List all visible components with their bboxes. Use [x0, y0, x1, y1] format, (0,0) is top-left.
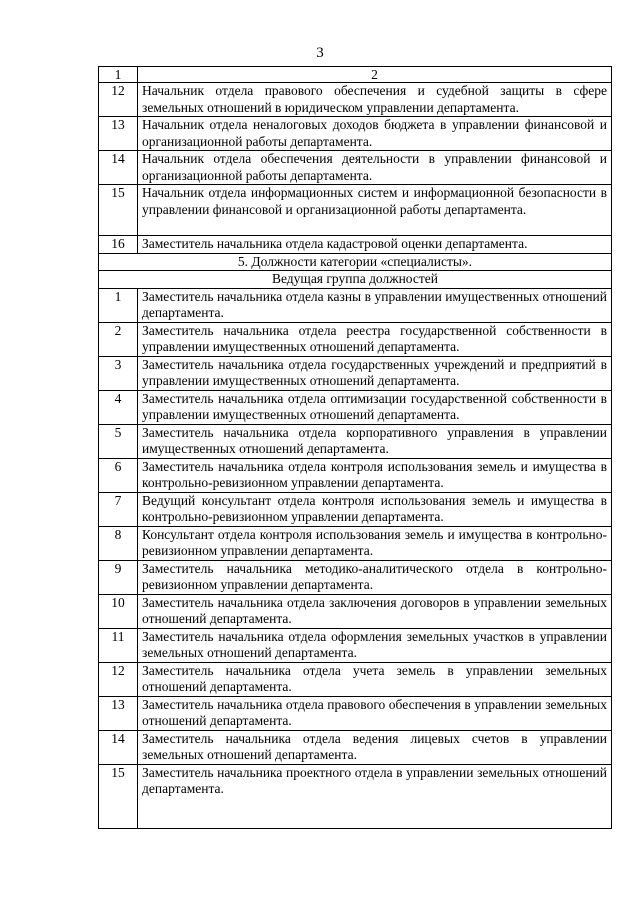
row-text: Начальник отдела обеспечения деятельности в управлении финансовой и организационной работы департамента.	[138, 151, 612, 185]
row-text: Заместитель начальника проектного отдела в управлении земельных отношений департамента.	[138, 764, 612, 828]
table-row	[99, 696, 612, 730]
row-text: Заместитель начальника отдела ведения лицевых счетов в управлении земельных отношений департамента.	[138, 730, 612, 764]
row-number: 12	[99, 83, 138, 117]
row-number: 15	[99, 764, 138, 828]
table-row	[99, 594, 612, 628]
table-row	[99, 390, 612, 424]
row-number: 10	[99, 594, 138, 628]
table-row	[99, 458, 612, 492]
row-text: Заместитель начальника отдела учета земель в управлении земельных отношений департамента.	[138, 662, 612, 696]
row-number: 14	[99, 151, 138, 185]
row-number: 13	[99, 117, 138, 151]
table-row	[99, 424, 612, 458]
table-row	[99, 288, 612, 322]
row-number: 7	[99, 492, 138, 526]
row-number: 16	[99, 236, 138, 254]
row-text: Начальник отдела информационных систем и информационной безопасности в управлении финансовой и организационной работы департамента.	[138, 185, 612, 236]
row-text: Заместитель начальника отдела заключения договоров в управлении земельных отношений департамента.	[138, 594, 612, 628]
table-row	[99, 151, 612, 185]
group-title-row	[99, 271, 612, 289]
row-text: Заместитель начальника отдела правового обеспечения в управлении земельных отношений департамента.	[138, 696, 612, 730]
table-row	[99, 236, 612, 254]
row-text: Заместитель начальника отдела казны в управлении имущественных отношений департамента.	[138, 288, 612, 322]
row-number: 12	[99, 662, 138, 696]
table-row	[99, 185, 612, 236]
header-col-number: 1	[99, 67, 138, 83]
row-text: Заместитель начальника отдела оформления земельных участков в управлении земельных отношений департамента.	[138, 628, 612, 662]
row-text: Ведущий консультант отдела контроля использования земель и имущества в контрольно-ревизионном управлении департамента.	[138, 492, 612, 526]
section-title-row	[99, 253, 612, 271]
row-text: Заместитель начальника отдела оптимизации государственной собственности в управлении имущественных отношений департамента.	[138, 390, 612, 424]
row-number: 5	[99, 424, 138, 458]
group-title: Ведущая группа должностей	[99, 271, 612, 289]
row-text: Консультант отдела контроля использования земель и имущества в контрольно-ревизионном управлении департамента.	[138, 526, 612, 560]
table-row	[99, 492, 612, 526]
table-row	[99, 526, 612, 560]
row-text: Начальник отдела неналоговых доходов бюджета в управлении финансовой и организационной работы департамента.	[138, 117, 612, 151]
table-header-row	[99, 67, 612, 83]
table-row	[99, 117, 612, 151]
row-number: 4	[99, 390, 138, 424]
row-text: Заместитель начальника методико-аналитического отдела в контрольно-ревизионном управлении департамента.	[138, 560, 612, 594]
row-text: Заместитель начальника отдела кадастровой оценки департамента.	[138, 236, 612, 254]
row-text: Начальник отдела правового обеспечения и судебной защиты в сфере земельных отношений в юридическом управлении департамента.	[138, 83, 612, 117]
table-row	[99, 83, 612, 117]
table-row	[99, 560, 612, 594]
table-row	[99, 764, 612, 828]
row-number: 13	[99, 696, 138, 730]
table-row	[99, 628, 612, 662]
section-title: 5. Должности категории «специалисты».	[99, 253, 612, 271]
row-number: 6	[99, 458, 138, 492]
row-text: Заместитель начальника отдела государственных учреждений и предприятий в управлении имущественных отношений департамента.	[138, 356, 612, 390]
row-number: 2	[99, 322, 138, 356]
table-row	[99, 322, 612, 356]
row-number: 15	[99, 185, 138, 236]
table-row	[99, 662, 612, 696]
row-number: 9	[99, 560, 138, 594]
row-number: 8	[99, 526, 138, 560]
row-text: Заместитель начальника отдела контроля использования земель и имущества в контрольно-ревизионном управлении департамента.	[138, 458, 612, 492]
table-row	[99, 356, 612, 390]
row-number: 14	[99, 730, 138, 764]
row-text: Заместитель начальника отдела реестра государственной собственности в управлении имущественных отношений департамента.	[138, 322, 612, 356]
page-number: 3	[316, 45, 324, 61]
header-col-title: 2	[138, 67, 612, 83]
positions-table	[98, 66, 612, 829]
row-number: 11	[99, 628, 138, 662]
table-row	[99, 730, 612, 764]
row-number: 1	[99, 288, 138, 322]
row-text: Заместитель начальника отдела корпоративного управления в управлении имущественных отношений департамента.	[138, 424, 612, 458]
row-number: 3	[99, 356, 138, 390]
